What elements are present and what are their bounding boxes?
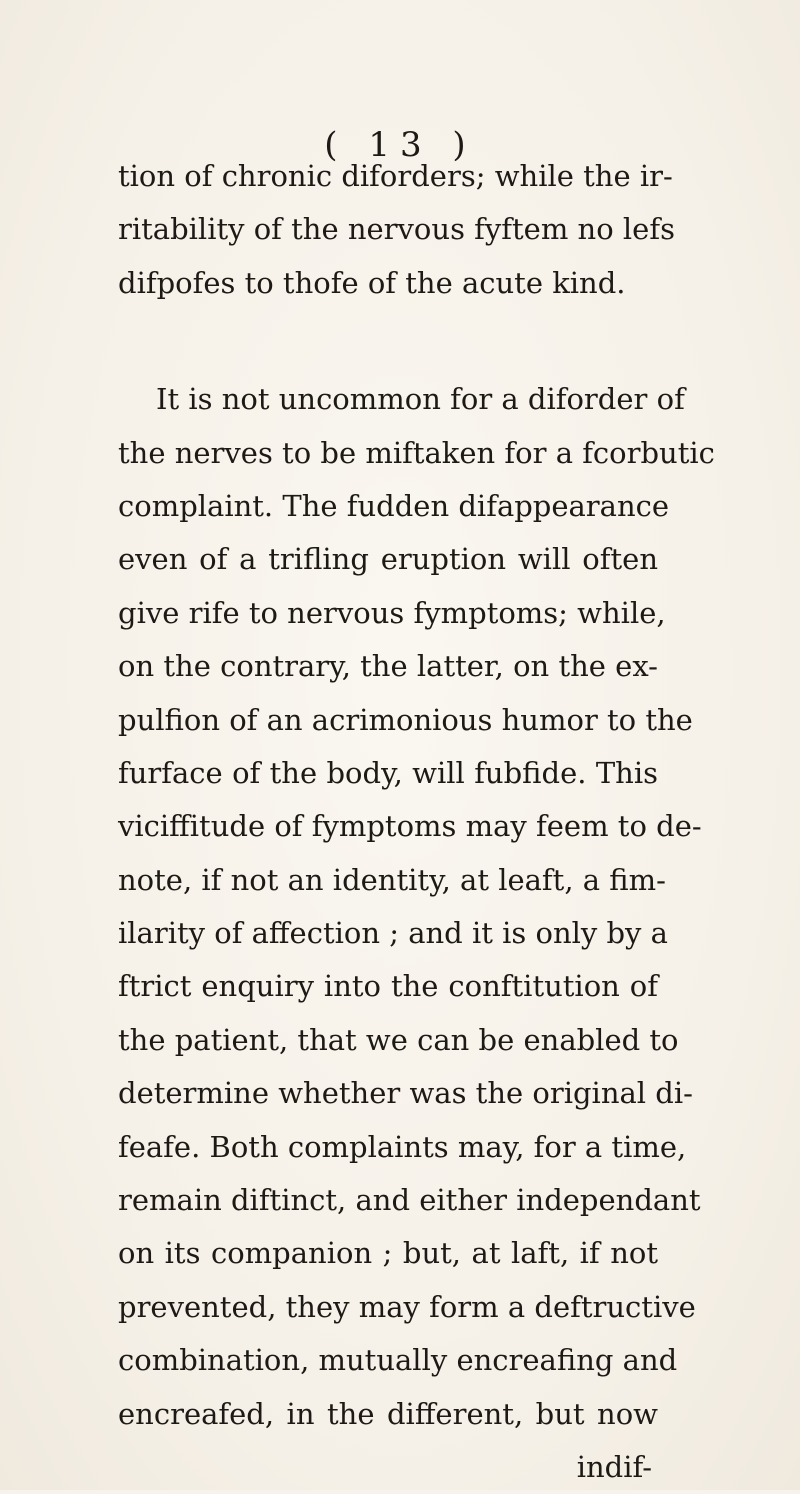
text-line: feafe. Both complaints may, for a time, <box>118 1129 687 1164</box>
text-line: combination, mutually encreafing and <box>118 1343 678 1378</box>
text-line: the patient, that we can be enabled to <box>118 1022 679 1057</box>
text-line: give rife to nervous fymptoms; while, <box>118 595 666 630</box>
text-line: even of a trifling eruption will often <box>118 542 658 577</box>
text-line: complaint. The fudden difappearance <box>118 488 670 523</box>
text-line: prevented, they may form a deftructive <box>118 1289 696 1324</box>
text-line: on the contrary, the latter, on the ex- <box>118 649 658 684</box>
text-line: the nerves to be miftaken for a fcorbutic <box>118 435 715 470</box>
text-line: note, if not an identity, at leaft, a fim- <box>118 862 666 897</box>
text-line: It is not uncommon for a diforder of <box>156 382 685 417</box>
text-line: encreafed, in the different, but now <box>118 1396 658 1431</box>
text-line: tion of chronic diforders; while the ir- <box>118 159 673 193</box>
text-line: determine whether was the original di- <box>118 1076 693 1111</box>
text-line: pulfion of an acrimonious humor to the <box>118 702 693 737</box>
page-number: ( 13 ) <box>324 125 476 165</box>
text-line: difpofes to thofe of the acute kind. <box>118 265 626 300</box>
text-line: ritability of the nervous fyftem no lefs <box>118 212 675 247</box>
catchword: indif- <box>576 1449 652 1484</box>
text-line: furface of the body, will fubfide. This <box>118 755 658 790</box>
text-line: viciffitude of fymptoms may feem to de- <box>118 809 702 844</box>
paragraph-gap <box>118 310 658 373</box>
text-line: ilarity of affection ; and it is only by a <box>118 916 668 951</box>
text-line: ftrict enquiry into the conftitution of <box>118 969 658 1004</box>
body-text <box>118 150 715 1494</box>
text-line: remain diftinct, and either independant <box>118 1183 701 1218</box>
text-line: on its companion ; but, at laft, if not <box>118 1236 658 1271</box>
